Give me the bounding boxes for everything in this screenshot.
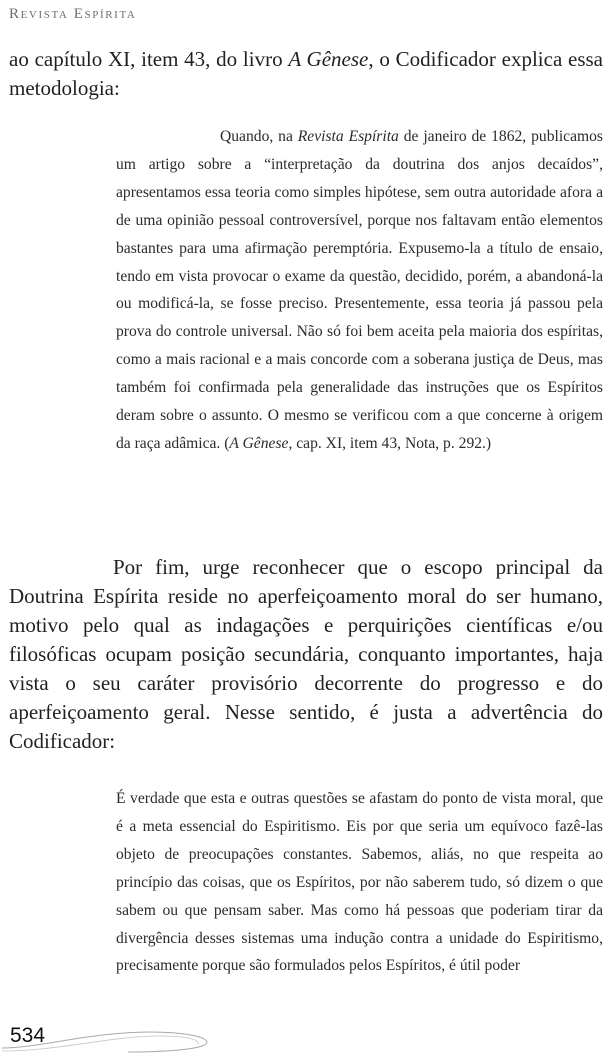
quote1-text-body: de janeiro de 1862, publicamos um artigo sobre a “interpretação da doutrina dos anjos decaídos”, apresentamos essa teoria como simples hipótese, sem outra autoridade afora a de uma opinião pessoal controversível, porque nos faltavam então elementos bastantes para uma afirmação peremptória. Expusemo-la a título de ensaio, tendo em vista provocar o exame da questão, decidido, porém, a abandoná-la ou modificá-la, se fosse preciso. Presentemente, essa teoria já passou pela prova do controle universal. Não só foi bem aceita pela maioria dos espíritas, como a mais racional e a mais concorde com a soberana justiça de Deus, mas também foi confirmada pela generalidade das instruções que os Espíritos deram sobre o assunto. O mesmo se verificou com a que concerne à origem da raça adâmica. ( — [116, 128, 603, 452]
block-quote-2: É verdade que esta e outras questões se afastam do ponto de vista moral, que é a meta essencial do Espiritismo. Eis por que seria um equívoco fazê-las objeto de preocupações constantes. Sabemos, aliás, no que respeita ao princípio das coisas, que os Espíritos, por não saberem tudo, só dizem o que sabem ou que pensam saber. Mas como há pessoas que poderiam tirar da divergência desses sistemas uma indução contra a unidade do Espiritismo, precisamente porque são formulados pelos Espíritos, é útil poder — [116, 790, 603, 975]
intro-paragraph — [9, 45, 603, 103]
intro-text-start: ao capítulo XI, item 43, do livro — [9, 47, 289, 71]
journal-title: Revista Espírita — [297, 128, 399, 145]
main-paragraph: Por fim, urge reconhecer que o escopo principal da Doutrina Espírita reside no aperfeiçoamento moral do ser humano, motivo pelo qual as indagações e perquirições científicas e/ou filosóficas ocupam posição secundária, conquanto importantes, haja vista o seu caráter provisório decorrente do progresso e do aperfeiçoamento geral. Nesse sentido, é justa a advertência do Codificador: — [9, 555, 603, 753]
intro-text-end: , o Codificador explica essa metodologia: — [9, 47, 603, 100]
page-number: 534 — [10, 1024, 46, 1047]
citation-book-title: A Gênese — [229, 434, 289, 452]
block-quote-1 — [116, 123, 603, 458]
quote1-text-start: Quando, na — [220, 128, 298, 145]
running-header: Revista Espírita — [9, 6, 137, 22]
quote1-citation-end: , cap. XI, item 43, Nota, p. 292.) — [288, 434, 492, 452]
book-title: A Gênese — [288, 47, 369, 71]
